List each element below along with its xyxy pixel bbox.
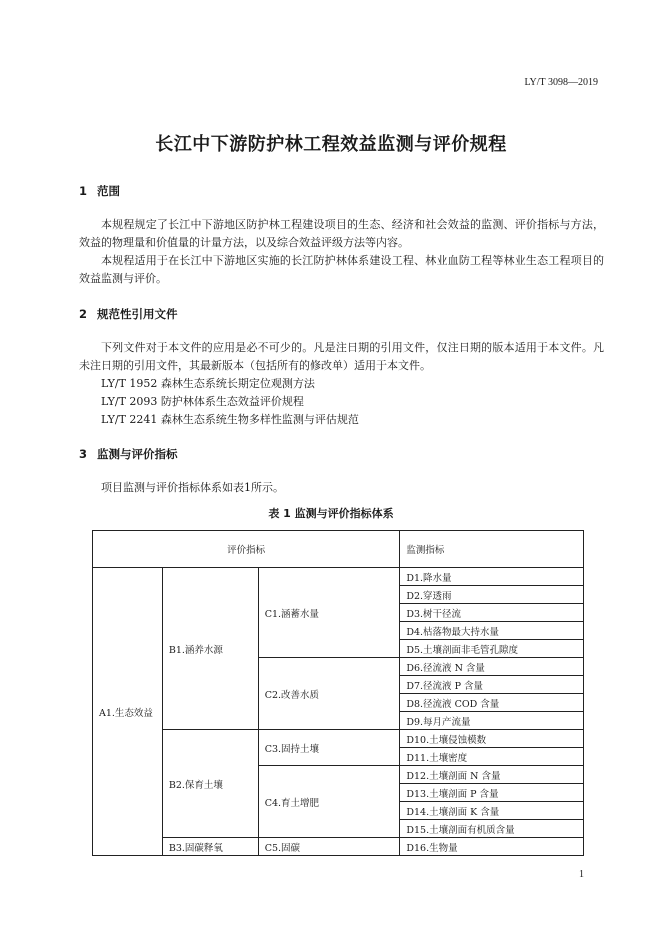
cell-b2: B2.保育土壤 [162,730,258,838]
reference-item: LY/T 1952 森林生态系统长期定位观测方法 [101,377,315,390]
cell-d13: D13.土壤剖面 P 含量 [400,784,584,802]
reference-item: LY/T 2241 森林生态系统生物多样性监测与评估规范 [101,413,359,426]
cell-d2: D2.穿透雨 [400,586,584,604]
table-row [93,568,584,586]
page-number: 1 [579,869,584,880]
section-number: 1 [79,184,88,198]
table-caption: 表 1 监测与评价指标体系 [268,507,394,520]
cell-c2: C2.改善水质 [258,658,400,730]
section-body-normative-references [79,339,604,375]
table-row [93,730,584,748]
section-body-scope [79,216,604,288]
cell-d16: D16.生物量 [400,838,584,856]
section-heading-normative-references [79,306,178,322]
cell-c3: C3.固持土壤 [258,730,400,766]
cell-c1: C1.涵蓄水量 [258,568,400,658]
cell-d14: D14.土壤剖面 K 含量 [400,802,584,820]
cell-c5: C5.固碳 [258,838,400,856]
section-heading-indicators [79,446,178,462]
table-header-row [93,531,584,568]
cell-d7: D7.径流液 P 含量 [400,676,584,694]
indicator-table [92,530,584,856]
cell-b1: B1.涵养水源 [162,568,258,730]
cell-d6: D6.径流液 N 含量 [400,658,584,676]
cell-d1: D1.降水量 [400,568,584,586]
cell-d10: D10.土壤侵蚀模数 [400,730,584,748]
standard-code: LY/T 3098—2019 [524,77,598,88]
section-number: 3 [79,447,88,461]
document-title: 长江中下游防护林工程效益监测与评价规程 [155,134,507,155]
section-heading-scope [79,183,120,199]
section-title: 范围 [97,184,120,198]
section-number: 2 [79,307,88,321]
cell-d9: D9.每月产流量 [400,712,584,730]
reference-item: LY/T 2093 防护林体系生态效益评价规程 [101,395,304,408]
cell-b3: B3.固碳释氧 [162,838,258,856]
paragraph: 本规程规定了长江中下游地区防护林工程建设项目的生态、经济和社会效益的监测、评价指标与方法，效益的物理量和价值量的计量方法，以及综合效益评级方法等内容。 [79,218,604,249]
cell-d8: D8.径流液 COD 含量 [400,694,584,712]
paragraph: 项目监测与评价指标体系如表1所示。 [101,481,284,494]
cell-d4: D4.枯落物最大持水量 [400,622,584,640]
cell-c4: C4.育土增肥 [258,766,400,838]
header-evaluation-indicators: 评价指标 [93,531,400,568]
table-row [93,838,584,856]
cell-a1: A1.生态效益 [93,568,163,856]
header-monitoring-indicators: 监测指标 [400,531,584,568]
paragraph: 本规程适用于在长江中下游地区实施的长江防护林体系建设工程、林业血防工程等林业生态工程项目的效益监测与评价。 [79,254,604,285]
cell-d12: D12.土壤剖面 N 含量 [400,766,584,784]
cell-d5: D5.土壤剖面非毛管孔隙度 [400,640,584,658]
paragraph: 下列文件对于本文件的应用是必不可少的。凡是注日期的引用文件，仅注日期的版本适用于本文件。凡未注日期的引用文件，其最新版本（包括所有的修改单）适用于本文件。 [79,341,604,372]
section-title: 规范性引用文件 [97,307,178,321]
cell-d11: D11.土壤密度 [400,748,584,766]
section-title: 监测与评价指标 [97,447,178,461]
cell-d3: D3.树干径流 [400,604,584,622]
cell-d15: D15.土壤剖面有机质含量 [400,820,584,838]
section-body-indicators [79,479,604,497]
